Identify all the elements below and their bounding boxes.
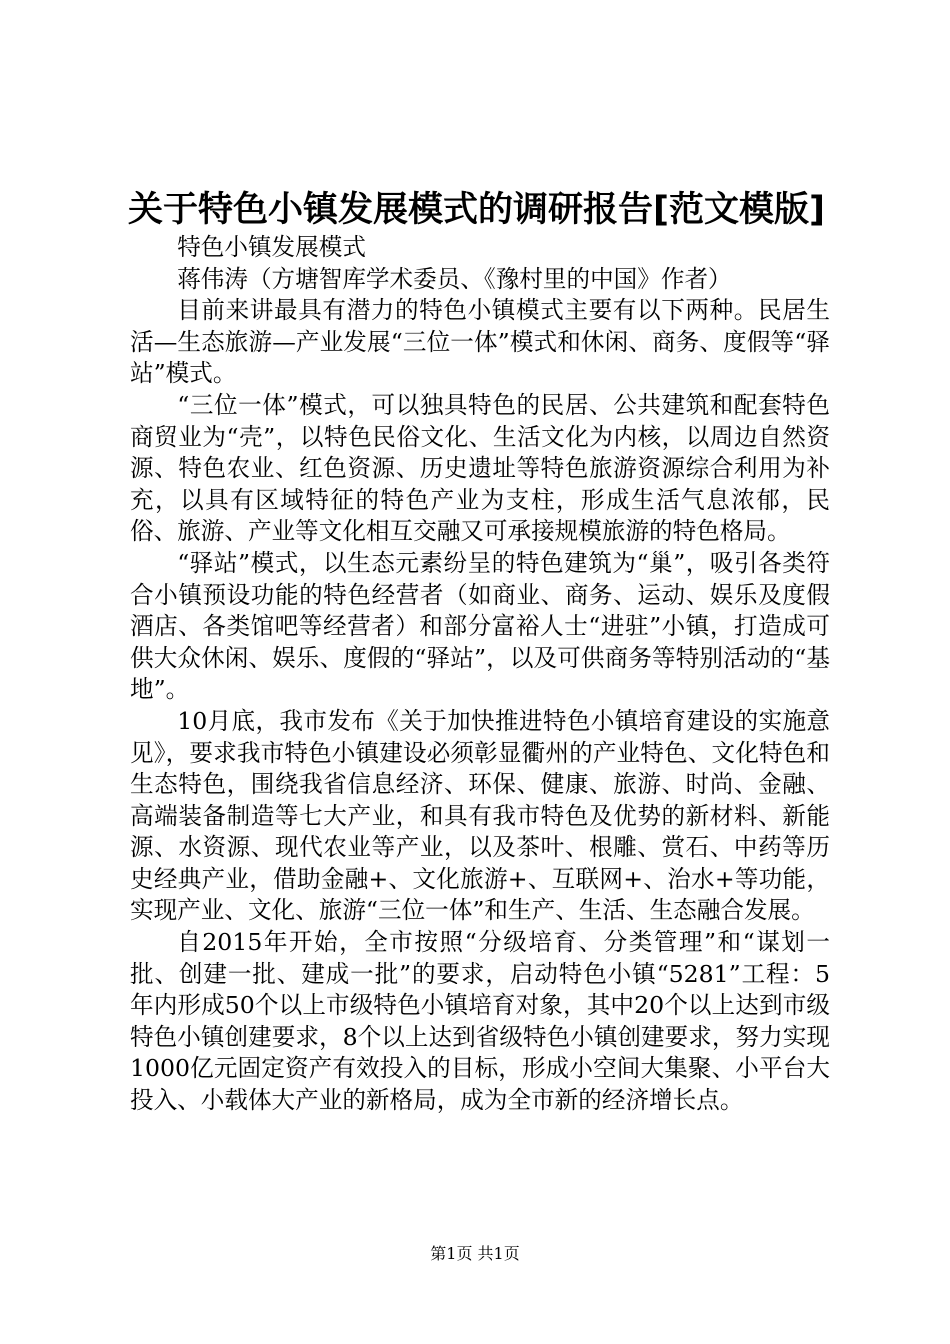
section-heading: 特色小镇发展模式 bbox=[177, 233, 366, 261]
document-title: 关于特色小镇发展模式的调研报告[范文模版] bbox=[128, 190, 825, 230]
page-number-footer: 第1页 共1页 bbox=[430, 1244, 520, 1263]
body-paragraph: 自2015年开始，全市按照“分级培育、分类管理”和“谋划一批、创建一批、建成一批”的要求，启动特色小镇“5281”工程：5年内形成50个以上市级特色小镇培育对象，其中20个以上达到市级特色小镇创建要求，8个以上达到省级特色小镇创建要求，努力实现1000亿元固定资产有效投入的目标，形成小空间大集聚、小平台大投入、小载体大产业的新格局，成为全市新的经济增长点。 bbox=[130, 928, 830, 1115]
body-paragraph: 10月底，我市发布《关于加快推进特色小镇培育建设的实施意见》，要求我市特色小镇建设必须彰显衢州的产业特色、文化特色和生态特色，围绕我省信息经济、环保、健康、旅游、时尚、金融、高端装备制造等七大产业，和具有我市特色及优势的新材料、新能源、水资源、现代农业等产业，以及茶叶、根雕、赏石、中药等历史经典产业，借助金融+、文化旅游+、互联网+、治水+等功能，实现产业、文化、旅游“三位一体”和生产、生活、生态融合发展。 bbox=[130, 706, 830, 925]
document-body bbox=[130, 232, 830, 1117]
author-line: 蒋伟涛（方塘智库学术委员、《豫村里的中国》作者） bbox=[177, 264, 732, 293]
body-paragraph: “驿站”模式，以生态元素纷呈的特色建筑为“巢”，吸引各类符合小镇预设功能的特色经营者（如商业、商务、运动、娱乐及度假酒店、各类馆吧等经营者）和部分富裕人士“进驻”小镇，打造成可供大众休闲、娱乐、度假的“驿站”，以及可供商务等特别活动的“基地”。 bbox=[130, 548, 830, 704]
body-paragraph: 目前来讲最具有潜力的特色小镇模式主要有以下两种。民居生活—生态旅游—产业发展“三位一体”模式和休闲、商务、度假等“驿站”模式。 bbox=[130, 296, 830, 388]
body-paragraph: “三位一体”模式，可以独具特色的民居、公共建筑和配套特色商贸业为“壳”，以特色民俗文化、生活文化为内核，以周边自然资源、特色农业、红色资源、历史遗址等特色旅游资源综合利用为补充，以具有区域特征的特色产业为支柱，形成生活气息浓郁，民俗、旅游、产业等文化相互交融又可承接规模旅游的特色格局。 bbox=[130, 390, 830, 546]
